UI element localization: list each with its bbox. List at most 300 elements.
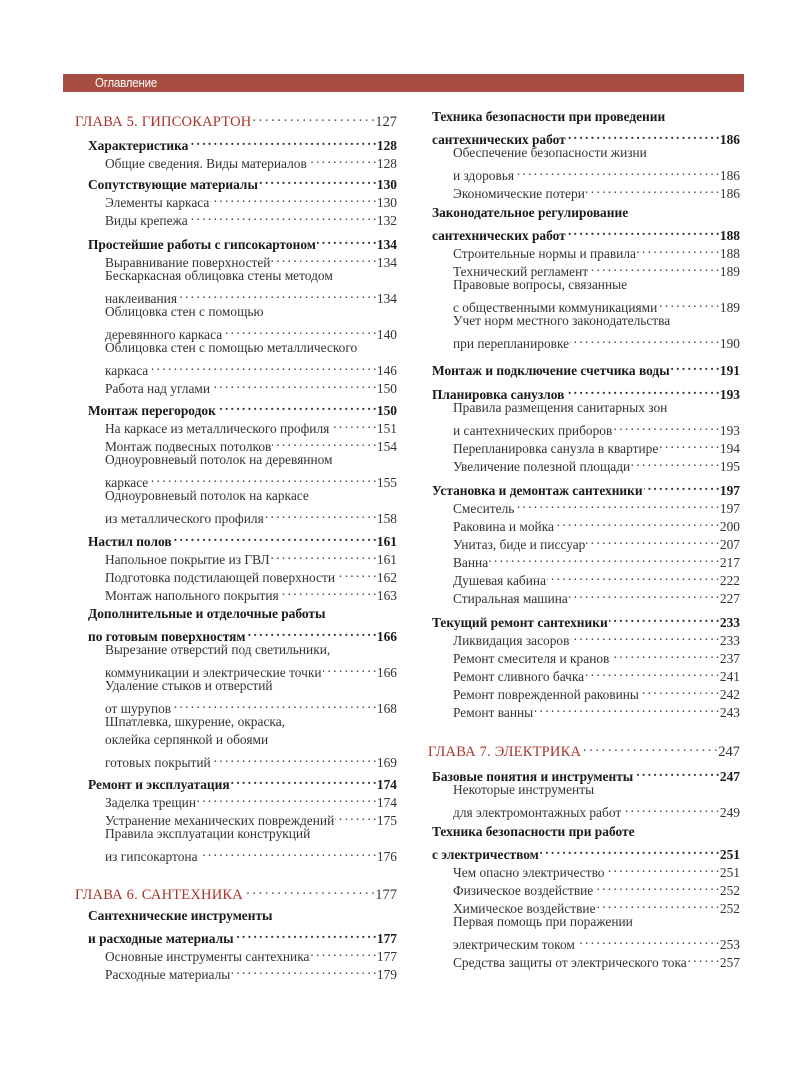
toc-entry-title: Унитаз, биде и писсуар: [453, 537, 586, 552]
toc-page-number: 249: [719, 805, 740, 820]
dot-leader: [489, 549, 719, 567]
dot-leader: [569, 585, 719, 603]
toc-subsection-entry[interactable]: [428, 931, 740, 952]
toc-subsection-entry[interactable]: [75, 207, 397, 228]
toc-entry-title: Смеситель: [453, 501, 515, 516]
toc-entry-title: Одноуровневый потолок на деревянном: [105, 452, 333, 467]
dot-leader: [217, 397, 376, 415]
toc-subsection-entry[interactable]: [428, 859, 740, 880]
toc-subsection-entry[interactable]: [75, 339, 397, 357]
dot-leader: [223, 321, 376, 339]
toc-subsection-entry[interactable]: [428, 495, 740, 516]
toc-entry-title: Напольное покрытие из ГВЛ: [105, 552, 270, 567]
dot-leader: [540, 841, 719, 859]
dot-leader: [308, 150, 376, 168]
dot-leader: [570, 330, 719, 348]
toc-entry-title: Ремонт сливного бачка: [453, 669, 585, 684]
toc-entry-title: для электромонтажных работ: [453, 805, 622, 820]
toc-subsection-entry[interactable]: [428, 913, 740, 931]
toc-entry-title: Бескаркасная облицовка стены методом: [105, 268, 333, 283]
dot-leader: [622, 799, 719, 817]
dot-leader: [585, 663, 719, 681]
toc-chapter-entry[interactable]: [75, 881, 397, 903]
toc-subsection-entry[interactable]: [428, 585, 740, 606]
toc-subsection-entry[interactable]: [75, 582, 397, 603]
toc-page-number: 195: [719, 459, 740, 474]
toc-subsection-entry[interactable]: [428, 877, 740, 898]
dot-leader: [310, 943, 375, 961]
toc-entry-title: Настил полов: [88, 534, 172, 549]
toc-entry-title: Обеспечение безопасности жизни: [453, 145, 647, 160]
dot-leader: [567, 126, 719, 144]
toc-subsection-entry[interactable]: [75, 713, 397, 731]
toc-subsection-entry[interactable]: [428, 294, 740, 315]
toc-page-number: 177: [375, 887, 397, 903]
toc-page-number: 161: [376, 534, 397, 549]
toc-entry-title: Облицовка стен с помощью: [105, 304, 264, 319]
toc-subsection-entry[interactable]: [428, 240, 740, 261]
toc-entry-title: Средства защиты от электрического тока: [453, 955, 687, 970]
toc-entry-title: наклеивания: [105, 291, 177, 306]
toc-page-number: 186: [719, 186, 740, 201]
toc-entry-title: электрическим током: [453, 937, 575, 952]
toc-subsection-entry[interactable]: [428, 312, 740, 330]
toc-entry-title: Ванна: [453, 555, 489, 570]
dot-leader: [252, 108, 374, 126]
dot-leader: [659, 435, 719, 453]
toc-chapter-entry[interactable]: [428, 738, 740, 760]
toc-section-entry[interactable]: [75, 528, 397, 549]
toc-page-number: 257: [719, 955, 740, 970]
toc-entry-title: Одноуровневый потолок на каркасе: [105, 488, 309, 503]
toc-entry-title: Подготовка подстилающей поверхности: [105, 570, 336, 585]
toc-page-number: 222: [719, 573, 740, 588]
toc-page-number: 130: [376, 195, 397, 210]
toc-page-number: 190: [719, 336, 740, 351]
dot-leader: [244, 881, 374, 899]
toc-page-number: 191: [719, 363, 740, 378]
toc-section-entry[interactable]: [428, 763, 740, 784]
dot-leader: [149, 357, 376, 375]
toc-entry-title: Ремонт смесителя и кранов: [453, 651, 610, 666]
toc-entry-title: сантехнических работ: [432, 228, 566, 243]
toc-entry-title: Строительные нормы и правила: [453, 246, 636, 261]
toc-entry-title: и здоровья: [453, 168, 515, 183]
toc-entry-title: ГЛАВА 7. ЭЛЕКТРИКА: [428, 744, 582, 760]
toc-page-number: 128: [376, 156, 397, 171]
toc-entry-title: Установка и демонтаж сантехники: [432, 483, 643, 498]
toc-page-number: 140: [376, 327, 397, 342]
toc-subsection-entry[interactable]: [75, 749, 397, 770]
toc-section-entry[interactable]: [75, 605, 397, 623]
toc-section-entry[interactable]: [75, 623, 397, 644]
toc-section-entry[interactable]: [75, 231, 397, 252]
toc-page-number: 176: [376, 849, 397, 864]
toc-subsection-entry[interactable]: [75, 546, 397, 567]
toc-entry-title: Душевая кабина: [453, 573, 547, 588]
toc-entry-title: Законодательное регулирование: [432, 205, 629, 220]
toc-page-number: 161: [376, 552, 397, 567]
toc-page-number: 241: [719, 669, 740, 684]
toc-subsection-entry[interactable]: [75, 943, 397, 964]
toc-subsection-entry[interactable]: [428, 645, 740, 666]
toc-entry-title: Основные инструменты сантехника: [105, 949, 310, 964]
toc-page-number: 186: [719, 168, 740, 183]
toc-entry-title: Монтаж напольного покрытия: [105, 588, 279, 603]
toc-entry-title: готовых покрытий: [105, 755, 211, 770]
dot-leader: [211, 375, 376, 393]
toc-section-entry[interactable]: [428, 222, 740, 243]
toc-subsection-entry[interactable]: [75, 451, 397, 469]
dot-leader: [317, 231, 376, 249]
toc-section-entry[interactable]: [75, 132, 397, 153]
toc-entry-title: Стиральная машина: [453, 591, 568, 606]
toc-page-number: 162: [376, 570, 397, 585]
dot-leader: [212, 749, 376, 767]
toc-entry-title: Чем опасно электричество: [453, 865, 605, 880]
toc-subsection-entry[interactable]: [75, 564, 397, 585]
toc-section-entry[interactable]: [428, 108, 740, 126]
toc-entry-title: Облицовка стен с помощью металлического: [105, 340, 358, 355]
toc-page-number: 251: [719, 865, 740, 880]
toc-subsection-entry[interactable]: [75, 433, 397, 454]
toc-entry-title: с общественными коммуникациями: [453, 300, 658, 315]
toc-page-number: 233: [719, 615, 740, 630]
toc-page-number: 247: [719, 769, 740, 784]
dot-leader: [534, 699, 719, 717]
toc-page-number: 194: [719, 441, 740, 456]
dot-leader: [613, 417, 719, 435]
toc-entry-title: Виды крепежа: [105, 213, 188, 228]
toc-subsection-entry[interactable]: [428, 949, 740, 970]
toc-entry-title: и расходные материалы: [88, 931, 234, 946]
toc-page-number: 242: [719, 687, 740, 702]
toc-entry-title: Физическое воздействие: [453, 883, 594, 898]
toc-section-entry[interactable]: [428, 126, 740, 147]
dot-leader: [594, 877, 719, 895]
toc-entry-title: Техника безопасности при проведении: [432, 109, 666, 124]
dot-leader: [189, 132, 376, 150]
dot-leader: [644, 477, 719, 495]
toc-subsection-entry[interactable]: [428, 144, 740, 162]
toc-page-number: 189: [719, 300, 740, 315]
toc-page-number: 134: [376, 291, 397, 306]
toc-subsection-entry[interactable]: [428, 258, 740, 279]
toc-section-entry[interactable]: [75, 925, 397, 946]
toc-entry-title: Перепланировка санузла в квартире: [453, 441, 659, 456]
toc-entry-title: Дополнительные и отделочные работы: [88, 606, 326, 621]
toc-subsection-entry[interactable]: [428, 513, 740, 534]
toc-page-number: 200: [719, 519, 740, 534]
toc-subsection-entry[interactable]: [75, 505, 397, 526]
toc-entry-title: Увеличение полезной площади: [453, 459, 631, 474]
dot-leader: [246, 623, 375, 641]
toc-entry-title: из гипсокартона: [105, 849, 198, 864]
dot-leader: [197, 789, 376, 807]
toc-subsection-entry[interactable]: [75, 267, 397, 285]
toc-subsection-entry[interactable]: [428, 276, 740, 294]
toc-page-number: 207: [719, 537, 740, 552]
toc-page-number: 217: [719, 555, 740, 570]
toc-entry-title: Элементы каркаса: [105, 195, 210, 210]
toc-entry-title: Сопутствующие материалы: [88, 177, 258, 192]
toc-entry-title: Некоторые инструменты: [453, 782, 595, 797]
dot-leader: [272, 433, 376, 451]
dot-leader: [555, 513, 719, 531]
toc-title: Оглавление: [95, 75, 158, 90]
toc-subsection-entry[interactable]: [428, 663, 740, 684]
dot-leader: [671, 357, 719, 375]
toc-entry-title: Ремонт ванны: [453, 705, 534, 720]
toc-entry-title: с электричеством: [432, 847, 539, 862]
dot-leader: [586, 531, 719, 549]
toc-subsection-entry[interactable]: [75, 789, 397, 810]
toc-page-number: 188: [719, 246, 740, 261]
toc-page-number: 243: [719, 705, 740, 720]
dot-leader: [640, 681, 719, 699]
toc-page-number: 252: [719, 883, 740, 898]
toc-page-number: 251: [719, 847, 740, 862]
dot-leader: [609, 609, 719, 627]
toc-page-number: 174: [376, 777, 397, 792]
toc-subsection-entry[interactable]: [428, 417, 740, 438]
dot-leader: [189, 207, 376, 225]
toc-entry-title: Шпатлевка, шкурение, окраска,: [105, 714, 285, 729]
dot-leader: [637, 240, 719, 258]
toc-entry-title: Химическое воздействие: [453, 901, 596, 916]
dot-leader: [210, 189, 376, 207]
toc-entry-title: Простейшие работы с гипсокартоном: [88, 237, 316, 252]
toc-header-bar: [63, 74, 744, 92]
toc-subsection-entry[interactable]: [75, 249, 397, 270]
toc-page-number: 197: [719, 501, 740, 516]
toc-entry-title: каркасе: [105, 475, 149, 490]
toc-subsection-entry[interactable]: [428, 895, 740, 916]
toc-chapter-entry[interactable]: [75, 108, 397, 130]
toc-section-entry[interactable]: [75, 171, 397, 192]
toc-page-number: 233: [719, 633, 740, 648]
toc-entry-title: и сантехнических приборов: [453, 423, 613, 438]
toc-page-number: 132: [376, 213, 397, 228]
dot-leader: [688, 949, 719, 967]
toc-entry-title: сантехнических работ: [432, 132, 566, 147]
toc-subsection-entry[interactable]: [428, 681, 740, 702]
toc-entry-title: Правовые вопросы, связанные: [453, 277, 628, 292]
toc-subsection-entry[interactable]: [428, 330, 740, 351]
toc-entry-title: Техника безопасности при работе: [432, 824, 635, 839]
dot-leader: [259, 171, 376, 189]
toc-section-entry[interactable]: [75, 771, 397, 792]
toc-page-number: 155: [376, 475, 397, 490]
toc-entry-title: Заделка трещин: [105, 795, 196, 810]
toc-page-number: 253: [719, 937, 740, 952]
toc-page-number: 134: [376, 237, 397, 252]
toc-section-entry[interactable]: [428, 204, 740, 222]
toc-entry-title: На каркасе из металлического профиля: [105, 421, 330, 436]
toc-subsection-entry[interactable]: [75, 303, 397, 321]
toc-subsection-entry[interactable]: [428, 399, 740, 417]
toc-entry-title: Характеристика: [88, 138, 189, 153]
dot-leader: [271, 546, 376, 564]
toc-page-number: 154: [376, 439, 397, 454]
toc-entry-title: оклейка серпянкой и обоями: [105, 732, 269, 747]
toc-entry-title: каркаса: [105, 363, 149, 378]
toc-entry-title: Сантехнические инструменты: [88, 908, 273, 923]
dot-leader: [567, 222, 719, 240]
toc-page-number: 166: [376, 629, 397, 644]
toc-entry-title: при перепланировке: [453, 336, 570, 351]
toc-page-number: 177: [376, 949, 397, 964]
toc-page-number: 252: [719, 901, 740, 916]
toc-subsection-entry[interactable]: [75, 285, 397, 306]
dot-leader: [515, 162, 719, 180]
toc-subsection-entry[interactable]: [75, 695, 397, 716]
toc-section-entry[interactable]: [428, 609, 740, 630]
dot-leader: [576, 931, 719, 949]
dot-leader: [634, 763, 719, 781]
dot-leader: [265, 505, 376, 523]
toc-entry-title: Первая помощь при поражении: [453, 914, 633, 929]
dot-leader: [335, 807, 376, 825]
toc-entry-title: Планировка санузлов: [432, 387, 565, 402]
toc-entry-title: Работа над углами: [105, 381, 211, 396]
toc-page-number: 227: [719, 591, 740, 606]
dot-leader: [231, 771, 376, 789]
toc-subsection-entry[interactable]: [75, 415, 397, 436]
toc-subsection-entry[interactable]: [75, 825, 397, 843]
dot-leader: [330, 415, 376, 433]
toc-entry-title: коммуникации и электрические точки: [105, 665, 322, 680]
dot-leader: [515, 495, 719, 513]
toc-entry-title: Правила размещения санитарных зон: [453, 400, 668, 415]
toc-page-number: 127: [375, 114, 397, 130]
dot-leader: [336, 564, 376, 582]
toc-entry-title: Правила эксплуатации конструкций: [105, 826, 311, 841]
toc-page-number: 189: [719, 264, 740, 279]
dot-leader: [280, 582, 376, 600]
toc-subsection-entry[interactable]: [75, 189, 397, 210]
toc-page-number: 197: [719, 483, 740, 498]
dot-leader: [586, 180, 719, 198]
toc-subsection-entry[interactable]: [75, 961, 397, 982]
dot-leader: [570, 627, 718, 645]
toc-subsection-entry[interactable]: [428, 531, 740, 552]
toc-page-number: 130: [376, 177, 397, 192]
toc-entry-title: Устранение механических повреждений: [105, 813, 335, 828]
toc-subsection-entry[interactable]: [428, 180, 740, 201]
toc-entry-title: Выравнивание поверхностей: [105, 255, 271, 270]
dot-leader: [172, 695, 376, 713]
toc-subsection-entry[interactable]: [428, 627, 740, 648]
toc-section-entry[interactable]: [428, 357, 740, 378]
toc-subsection-entry[interactable]: [428, 567, 740, 588]
toc-section-entry[interactable]: [428, 823, 740, 841]
toc-entry-title: Экономические потери: [453, 186, 585, 201]
toc-subsection-entry[interactable]: [75, 843, 397, 864]
dot-leader: [235, 925, 376, 943]
toc-entry-title: Монтаж перегородок: [88, 403, 216, 418]
toc-page-number: 177: [376, 931, 397, 946]
toc-section-entry[interactable]: [428, 841, 740, 862]
dot-leader: [173, 528, 376, 546]
toc-subsection-entry[interactable]: [75, 807, 397, 828]
dot-leader: [582, 738, 717, 756]
toc-subsection-entry[interactable]: [75, 357, 397, 378]
toc-subsection-entry[interactable]: [75, 641, 397, 659]
toc-subsection-entry[interactable]: [75, 659, 397, 680]
toc-entry-title: Удаление стыков и отверстий: [105, 678, 273, 693]
toc-section-entry[interactable]: [428, 477, 740, 498]
dot-leader: [658, 294, 719, 312]
dot-leader: [323, 659, 376, 677]
toc-section-entry[interactable]: [75, 907, 397, 925]
toc-entry-title: Вырезание отверстий под светильники,: [105, 642, 331, 657]
toc-page-number: 193: [719, 387, 740, 402]
dot-leader: [606, 859, 719, 877]
toc-subsection-entry[interactable]: [428, 162, 740, 183]
dot-leader: [631, 453, 719, 471]
toc-entry-title: Монтаж и подключение счетчика воды: [432, 363, 670, 378]
toc-entry-title: Ремонт поврежденной раковины: [453, 687, 639, 702]
toc-entry-title: Ремонт и эксплуатация: [88, 777, 230, 792]
toc-page-number: 163: [376, 588, 397, 603]
toc-page-number: 175: [376, 813, 397, 828]
toc-page-number: 134: [376, 255, 397, 270]
toc-entry-title: Монтаж подвесных потолков: [105, 439, 272, 454]
dot-leader: [547, 567, 719, 585]
toc-page-number: 186: [719, 132, 740, 147]
toc-subsection-entry[interactable]: [75, 321, 397, 342]
toc-subsection-entry[interactable]: [428, 781, 740, 799]
toc-section-entry[interactable]: [428, 381, 740, 402]
toc-subsection-entry[interactable]: [75, 375, 397, 396]
toc-page-number: 193: [719, 423, 740, 438]
toc-page-number: 128: [376, 138, 397, 153]
toc-page-number: 174: [376, 795, 397, 810]
dot-leader: [271, 249, 375, 267]
toc-entry-title: по готовым поверхностям: [88, 629, 246, 644]
toc-page-number: 247: [718, 744, 740, 760]
toc-subsection-entry[interactable]: [428, 699, 740, 720]
toc-page-number: 188: [719, 228, 740, 243]
toc-subsection-entry[interactable]: [428, 453, 740, 474]
toc-section-entry[interactable]: [75, 397, 397, 418]
dot-leader: [610, 645, 719, 663]
toc-entry-title: Текущий ремонт сантехники: [432, 615, 608, 630]
toc-page-number: 150: [376, 403, 397, 418]
toc-subsection-entry[interactable]: [75, 677, 397, 695]
toc-subsection-entry[interactable]: [75, 469, 397, 490]
toc-subsection-entry[interactable]: [75, 731, 397, 749]
toc-entry-title: Технический регламент: [453, 264, 589, 279]
toc-entry-title: ГЛАВА 6. САНТЕХНИКА: [75, 887, 243, 903]
toc-entry-title: Учет норм местного законодательства: [453, 313, 671, 328]
dot-leader: [199, 843, 376, 861]
toc-page-number: 166: [376, 665, 397, 680]
toc-subsection-entry[interactable]: [428, 799, 740, 820]
toc-subsection-entry[interactable]: [75, 150, 397, 171]
toc-page-number: 237: [719, 651, 740, 666]
toc-page-number: 146: [376, 363, 397, 378]
toc-entry-title: ГЛАВА 5. ГИПСОКАРТОН: [75, 114, 252, 130]
dot-leader: [178, 285, 376, 303]
toc-entry-title: Раковина и мойка: [453, 519, 554, 534]
toc-subsection-entry[interactable]: [428, 549, 740, 570]
toc-subsection-entry[interactable]: [75, 487, 397, 505]
toc-entry-title: Базовые понятия и инструменты: [432, 769, 634, 784]
toc-entry-title: от шурупов: [105, 701, 172, 716]
toc-subsection-entry[interactable]: [428, 435, 740, 456]
